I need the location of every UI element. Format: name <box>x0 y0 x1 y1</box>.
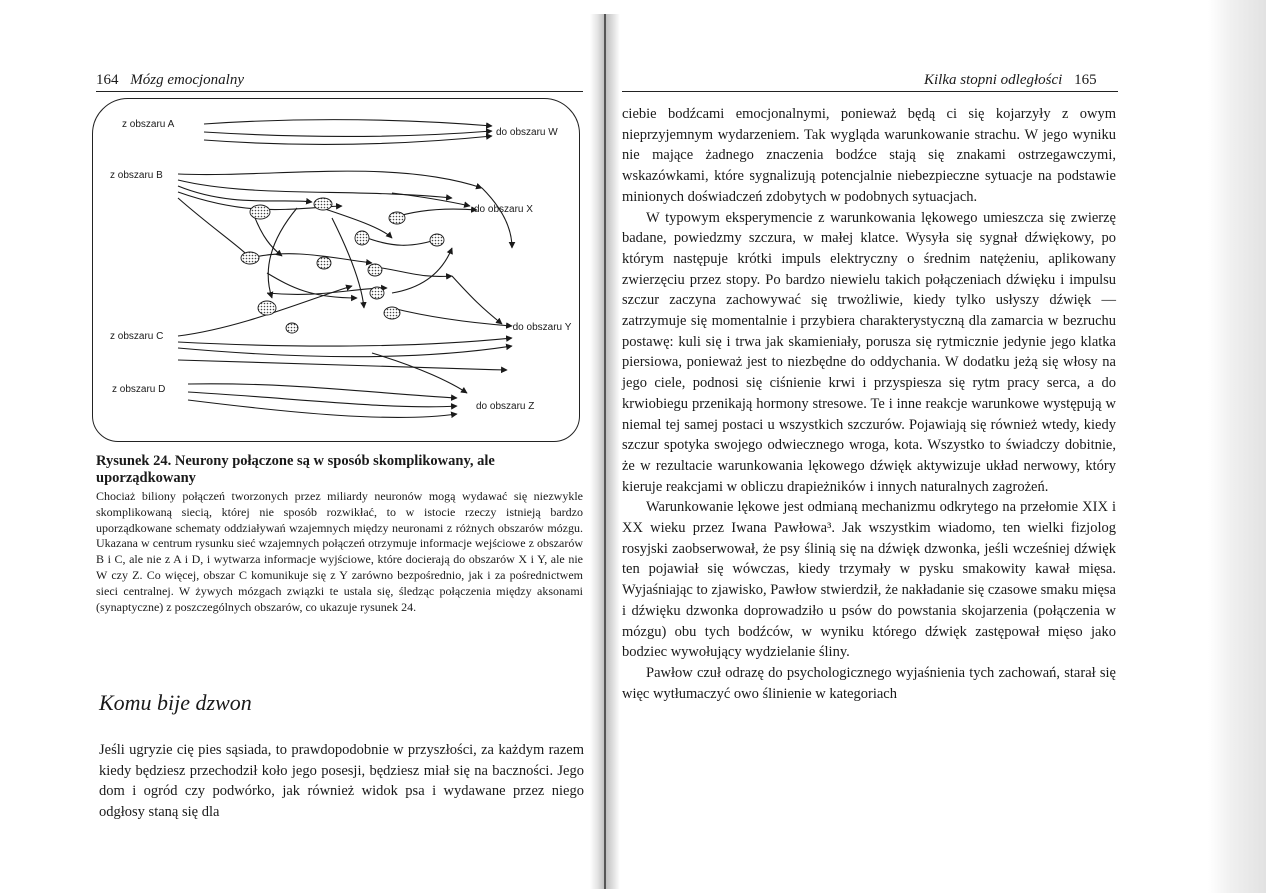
paragraph: Pawłow czuł odrazę do psychologicznego wyjaśnienia tych zachowań, starał się więc wytłumaczyć owo ślinienie w kategoriach <box>622 664 1116 702</box>
figure-output-label: do obszaru Y <box>512 322 572 333</box>
right-page-header <box>924 72 1097 89</box>
figure-caption-title: Rysunek 24. Neurony połączone są w sposób skomplikowany, ale uporządkowany <box>96 453 495 486</box>
right-header-rule <box>622 91 1118 92</box>
paragraph: ciebie bodźcami emocjonalnymi, ponieważ będą ci się kojarzyły z owym nieprzyjemnym wydarzeniem. Tak wygląda warunkowanie strachu. W jego wyniku nie mające żadnego znaczenia bodźce stają się znakami ostrzegawczymi, wskazówkami, które sygnalizują potencjalnie niebezpieczne sytuacje na podstawie minionych doświadczeń zdobytych w podobnych sytuacjach. <box>622 106 1116 205</box>
right-body-text <box>622 104 1116 704</box>
figure-input-label: z obszaru D <box>112 384 166 395</box>
right-running-title: Kilka stopni odległości <box>924 72 1063 88</box>
figure-caption-body: Chociaż biliony połączeń tworzonych przez miliardy neuronów mogą wydawać się niezwykle skomplikowaną siecią, której nie sposób rozwikłać, to w istocie rzeczy istnieją bardzo uporządkowane schematy oddziaływań wzajemnych między neuronami z różnych obszarów mózgu. Ukazana w centrum rysunku sieć wzajemnych połączeń otrzymuje informacje wejściowe z obszarów B i C, ale nie z A i D, i wytwarza informacje wyjściowe, które docierają do obszarów X i Y, ale nie W czy Z. Co więcej, obszar C komunikuje się z Y zarówno bezpośrednio, jak i za pośrednictwem sieci centralnej. W żywych mózgach związki te ustala się, śledząc połączenia między aksonami (synaptyczne) z poszczególnych obszarów, co ukazuje rysunek 24. <box>96 489 583 614</box>
section-heading: Komu bije dzwon <box>99 690 252 715</box>
figure-input-label: z obszaru B <box>110 170 163 181</box>
paragraph: Warunkowanie lękowe jest odmianą mechanizmu odkrytego na przełomie XIX i XX wieku przez Iwana Pawłowa³. Jak wszystkim wiadomo, ten wielki fizjolog rosyjski zaobserwował, że psy ślinią się na dźwięk dzwonka, jeśli wcześniej dźwięk ten pojawiał się wówczas, kiedy trzymały w pysku smakowity kawał mięsa. Wyjaśniając to zjawisko, Pawłow stwierdził, że nakładanie się czasowe smaku mięsa i dźwięku dzwonka doprowadziło u psów do powstania skojarzenia (połączenia w mózgu) obu tych bodźców, w wyniku którego dźwięk zastępował mięso jako bodziec wywołujący wydzielanie śliny. <box>622 499 1116 661</box>
left-header-rule <box>96 91 583 92</box>
paragraph: W typowym eksperymencie z warunkowania lękowego umieszcza się zwierzę badane, powiedzmy szczura, w małej klatce. Wysyła się sygnał dźwiękowy, po którym następuje krótki impuls elektryczny o średnim natężeniu, aplikowany zwierzęciu przez stopy. Po bardzo niewielu takich połączeniach dźwięku i impulsu szczur zaczyna zachowywać się trwożliwie, kiedy tylko usłyszy dźwięk — zatrzymuje się momentalnie i przybiera charakterystyczną dla zamarcia w bezruchu postawę: kuli się i trwa jak skamieniały, porusza się rytmicznie jedynie jego klatka piersiowa, ponieważ jest to niezbędne do oddychania. W dodatku jeżą się włosy na jego ciele, podnosi się ciśnienie krwi i przyspiesza się rytm pracy serca, a do krwiobiegu przenikają hormony stresowe. Te i inne reakcje warunkowe występują w niemal tej samej postaci u wszystkich szczurów. Pojawiają się również wtedy, kiedy szczur spotyka swojego odwiecznego wroga, kota. Wszystko to świadczy dobitnie, że w rezultacie warunkowania lękowego dźwięk aktywizuje układ nerwowy, który kieruje reakcjami w obliczu drapieżników i innych naturalnych zagrożeń. <box>622 209 1116 495</box>
figure-input-label: z obszaru C <box>110 331 164 342</box>
figure-output-label: do obszaru X <box>474 204 533 215</box>
right-page-number: 165 <box>1074 72 1097 88</box>
left-running-title: Mózg emocjonalny <box>130 72 244 88</box>
left-page-number: 164 <box>96 72 119 88</box>
gutter-shadow <box>604 14 606 889</box>
left-page-header <box>96 72 244 89</box>
left-body-text: Jeśli ugryzie cię pies sąsiada, to prawdopodobnie w przyszłości, za każdym razem kiedy będziesz przechodził koło jego posesji, będziesz miał się na baczności. Jego dom i ogród czy podwórko, jak również widok psa i wydawane przez niego odgłosy staną się dla <box>99 742 584 820</box>
figure-input-label: z obszaru A <box>122 119 175 130</box>
page-edge-shadow <box>1208 0 1266 893</box>
figure-output-label: do obszaru W <box>496 127 558 138</box>
figure-output-label: do obszaru Z <box>476 401 535 412</box>
neuron-network-diagram <box>92 98 582 444</box>
